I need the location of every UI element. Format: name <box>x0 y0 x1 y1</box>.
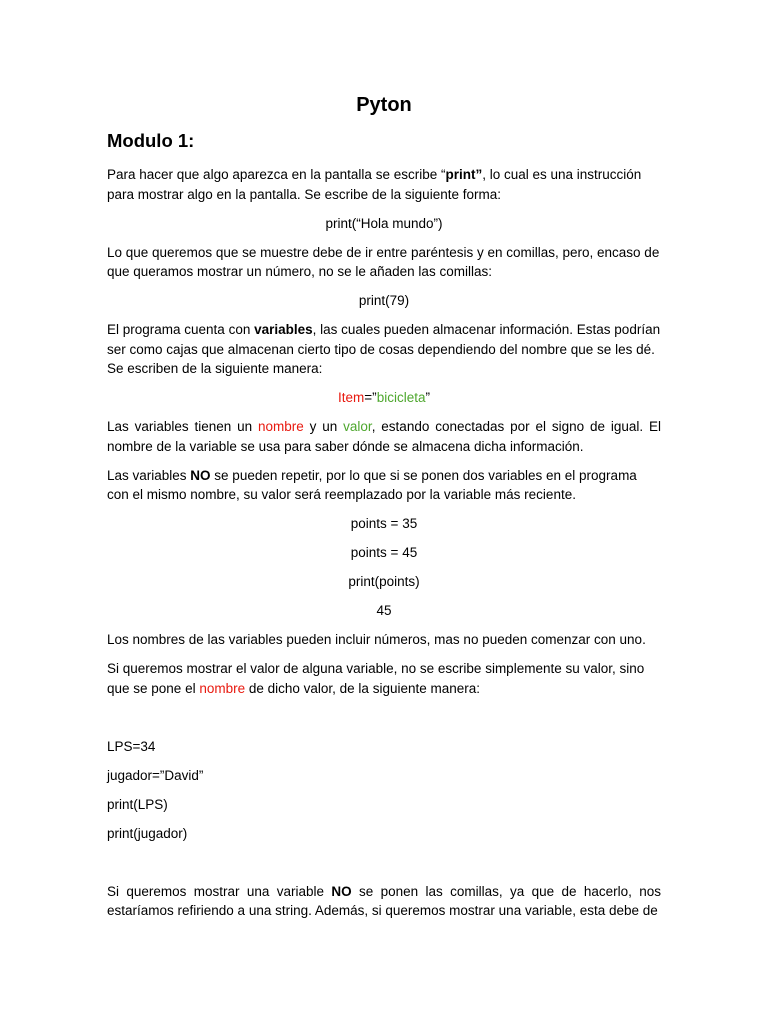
code-line: points = 45 <box>350 545 418 560</box>
text: El programa cuenta con <box>107 322 255 337</box>
word-valor: valor <box>343 419 372 434</box>
code-block-line: LPS=34 <box>107 738 156 754</box>
bold-no: NO <box>331 883 352 899</box>
variable-name: Item <box>338 390 365 405</box>
text: de dicho valor, de la siguiente manera: <box>245 680 481 696</box>
bold-variables: variables <box>254 322 313 337</box>
code-block-line: print(jugador) <box>107 825 188 841</box>
paragraph-variables <box>107 320 661 379</box>
variable-value: bicicleta <box>376 390 426 405</box>
module-heading: Modulo 1: <box>107 130 195 151</box>
text: se ponen las comillas, ya que de hacerlo, nos estaríamos refiriendo a una string. Además, si queremos mostrar una variable, esta debe de <box>107 883 661 918</box>
paragraph-quotes: Lo que queremos que se muestre debe de ir entre paréntesis y en comillas, pero, encaso de que queramos mostrar un número, no se le añaden las comillas: <box>107 244 660 279</box>
paragraph-print-intro <box>107 165 661 204</box>
bold-no: NO <box>190 467 211 483</box>
spacer <box>107 708 661 737</box>
text: Si queremos mostrar el valor de alguna variable, no se escribe simplemente su valor, sino que se pone el <box>107 661 645 696</box>
text: Si queremos mostrar una variable <box>107 883 332 899</box>
text: , estando conectadas por el signo de igual. El nombre de la variable se usa para saber dónde se almacena dicha información. <box>107 419 661 454</box>
text: Las variables <box>107 467 191 483</box>
paragraph-no-quotes <box>107 882 661 921</box>
code-example-number: print(79) <box>358 293 410 308</box>
bold-print: print” <box>445 167 483 182</box>
code-output: 45 <box>376 603 392 618</box>
paragraph-no-repeat <box>107 466 661 505</box>
paragraph-name-value <box>107 417 661 456</box>
code-line: print(points) <box>348 574 420 589</box>
word-nombre: nombre <box>199 680 246 696</box>
document-title: Pyton <box>356 94 412 116</box>
word-nombre: nombre <box>258 419 304 434</box>
text: , las cuales pueden almacenar información. Estas podrían ser como cajas que almacenan cierto tipo de cosas dependiendo del nombre que se les dé. Se escriben de la siguiente manera: <box>107 322 661 376</box>
variable-equals: =” <box>364 390 377 405</box>
paragraph-show-value <box>107 659 661 698</box>
document-page <box>107 90 661 930</box>
text: Para hacer que algo aparezca en la pantalla se escribe “ <box>107 167 446 182</box>
text: se pueden repetir, por lo que si se ponen dos variables en el programa con el mismo nombre, su valor será reemplazado por la variable más reciente. <box>107 467 637 502</box>
text: , lo cual es una instrucción para mostrar algo en la pantalla. Se escribe de la siguiente forma: <box>107 167 642 202</box>
code-block-line: jugador=”David” <box>107 767 204 783</box>
text: Las variables tienen un <box>107 419 259 434</box>
spacer <box>107 853 661 882</box>
code-block-line: print(LPS) <box>107 796 168 812</box>
code-line: points = 35 <box>350 516 418 531</box>
code-example-hola-mundo: print(“Hola mundo”) <box>325 215 443 231</box>
text: y un <box>303 419 344 434</box>
variable-close-quote: ” <box>425 390 430 405</box>
paragraph-numbers-in-names: Los nombres de las variables pueden incluir números, mas no pueden comenzar con uno. <box>107 632 646 647</box>
code-example-variable <box>107 388 661 408</box>
